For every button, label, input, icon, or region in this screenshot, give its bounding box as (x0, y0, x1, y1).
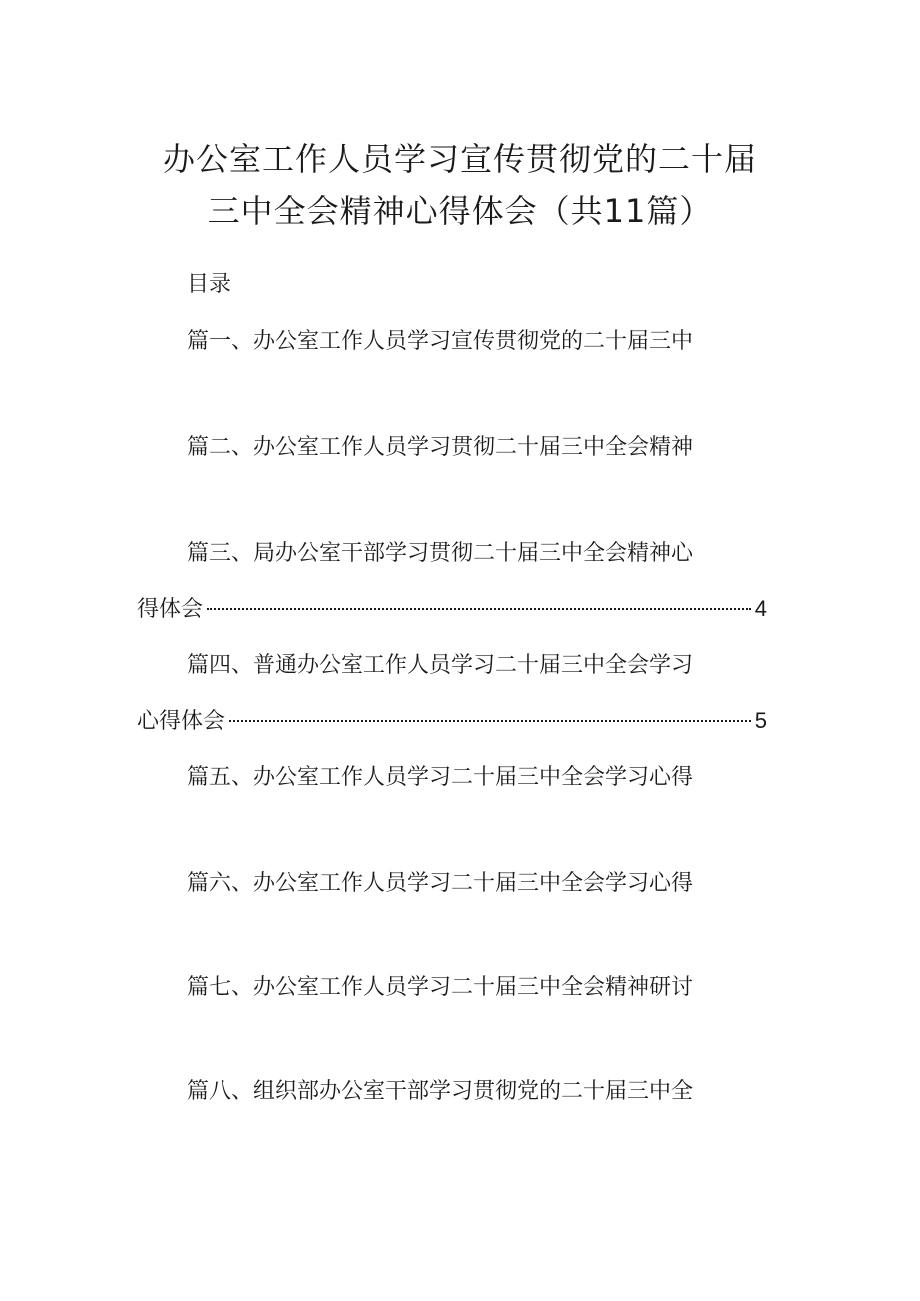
toc-entry-1[interactable]: 篇一、办公室工作人员学习宣传贯彻党的二十届三中 (187, 329, 694, 354)
toc-entry-3-text: 得体会 (137, 597, 204, 622)
dot-leader (229, 720, 751, 722)
dot-leader (207, 608, 751, 610)
toc-entry-3[interactable]: 篇三、局办公室干部学习贯彻二十届三中全会精神心 (187, 541, 694, 566)
toc-entry-6[interactable]: 篇六、办公室工作人员学习二十届三中全会学习心得 (187, 871, 694, 896)
toc-entry-4[interactable]: 篇四、普通办公室工作人员学习二十届三中全会学习 (187, 653, 694, 678)
toc-entry-3-page-number: 4 (754, 596, 767, 621)
document-title-line-1: 办公室工作人员学习宣传贯彻党的二十届 (162, 140, 757, 178)
toc-entry-7[interactable]: 篇七、办公室工作人员学习二十届三中全会精神研讨 (187, 975, 694, 1000)
toc-entry-4-page-number: 5 (754, 708, 767, 733)
toc-heading: 目录 (187, 272, 232, 297)
toc-entry-5[interactable]: 篇五、办公室工作人员学习二十届三中全会学习心得 (187, 765, 694, 790)
document-title-line-2: 三中全会精神心得体会（共11篇） (207, 192, 713, 230)
toc-entry-8[interactable]: 篇八、组织部办公室干部学习贯彻党的二十届三中全 (187, 1079, 694, 1104)
toc-entry-2[interactable]: 篇二、办公室工作人员学习贯彻二十届三中全会精神 (187, 435, 694, 460)
toc-entry-4-continuation[interactable] (137, 704, 767, 735)
toc-entry-3-continuation[interactable] (137, 592, 767, 623)
toc-entry-4-text: 心得体会 (137, 709, 226, 734)
